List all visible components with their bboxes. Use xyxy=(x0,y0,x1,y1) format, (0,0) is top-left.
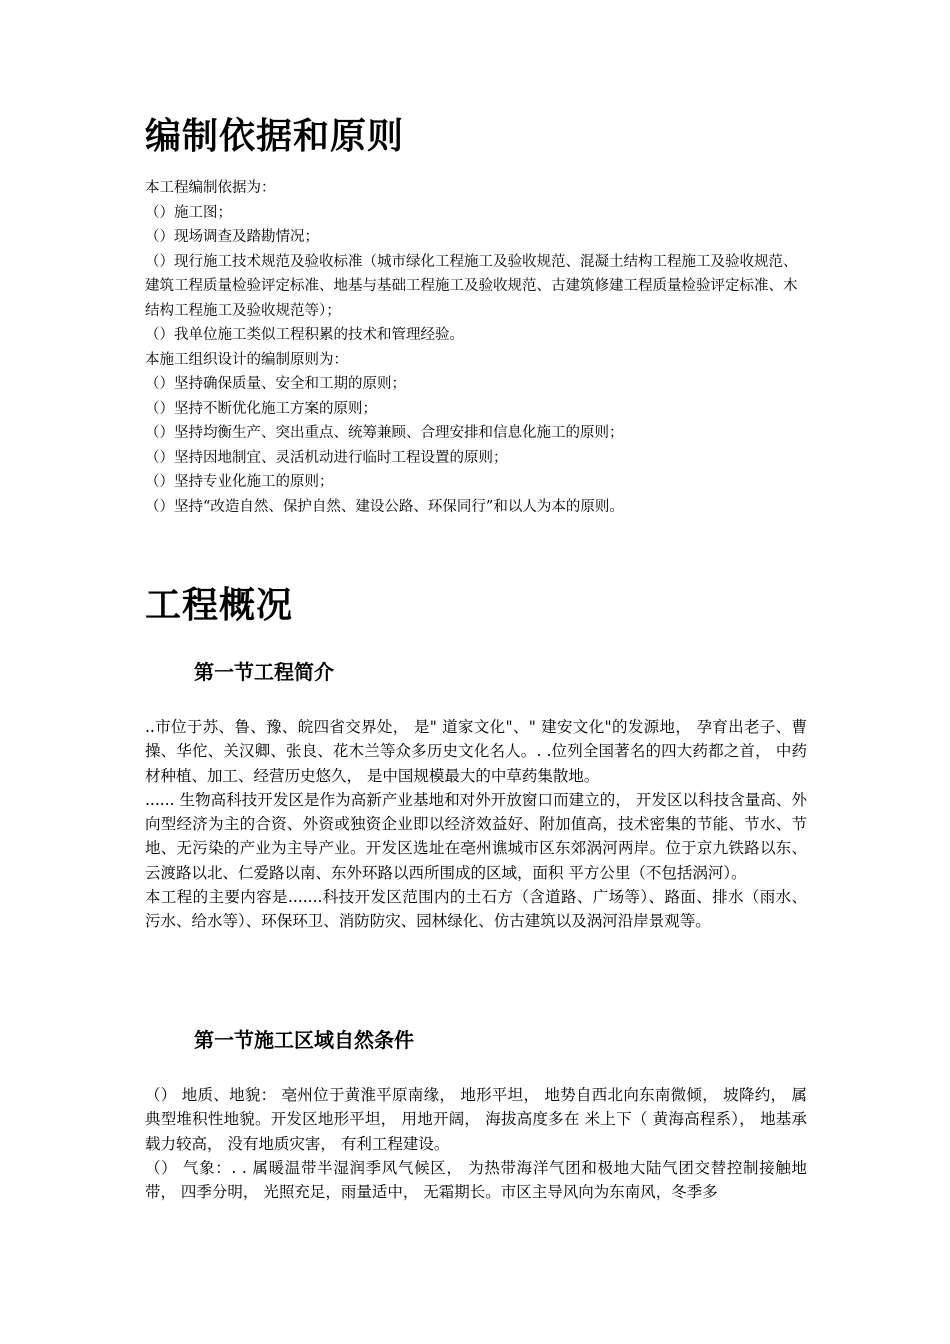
basis-line: （）坚持均衡生产、突出重点、统筹兼顾、合理安排和信息化施工的原则； xyxy=(145,425,624,441)
basis-line: （）坚持“改造自然、保护自然、建设公路、环保同行”和以人为本的原则。 xyxy=(145,498,624,515)
basis-line: （）坚持专业化施工的原则； xyxy=(145,474,334,490)
subsection-title-natural-conditions: 第一节施工区域自然条件 xyxy=(194,1028,414,1052)
paragraph: ..市位于苏、鲁、豫、皖四省交界处， 是" 道家文化"、" 建安文化"的发源地， 孕育出老子、曹操、华佗、关汉卿、张良、花木兰等众多历史文化名人。. .位列全国著名的四大药都之首， 中药材种植、加工、经营历史悠久， 是中国规模最大的中草药集散地。 xyxy=(145,718,807,785)
basis-line: （）坚持不断优化施工方案的原则； xyxy=(145,400,377,417)
section-title-overview: 工程概况 xyxy=(145,585,294,626)
basis-line: （）现场调查及踏勘情况； xyxy=(145,229,319,245)
basis-line: 本工程编制依据为： xyxy=(145,180,276,196)
paragraph: （） 气象：. . 属暖温带半湿润季风气候区， 为热带海洋气团和极地大陆气团交替控制接触地带， 四季分明， 光照充足，雨量适中， 无霜期长。市区主导风向为东南风，冬季多 xyxy=(145,1158,807,1202)
section-title-basis: 编制依据和原则 xyxy=(145,116,405,157)
basis-line: （）现行施工技术规范及验收标准（城市绿化工程施工及验收规范、混凝土结构工程施工及验收规范、建筑工程质量检验评定标准、地基与基础工程施工及验收规范、古建筑修建工程质量检验评定标准、木结构工程施工及验收规范等）； xyxy=(145,253,798,319)
paragraph: ...... 生物高科技开发区是作为高新产业基地和对外开放窗口而建立的， 开发区以科技含量高、外向型经济为主的合资、外资或独资企业即以经济效益好、附加值高，技术密集的节能、节水、节地、无污染的产业为主导产业。开发区选址在亳州谯城市区东郊涡河两岸。位于京九铁路以东、云渡路以北、仁爱路以南、东外环路以西所围成的区域，面积 平方公里（不包括涡河）。 xyxy=(145,790,807,882)
basis-list xyxy=(145,176,807,519)
intro-body xyxy=(145,715,807,934)
basis-line: （）坚持因地制宜、灵活机动进行临时工程设置的原则； xyxy=(145,449,508,466)
basis-line: （）我单位施工类似工程积累的技术和管理经验。 xyxy=(145,327,464,343)
paragraph: （） 地质、地貌： 亳州位于黄淮平原南缘， 地形平坦， 地势自西北向东南微倾， 坡降约， 属典型堆积性地貌。开发区地形平坦， 用地开阔， 海拔高度多在 米上下（ 黄海高程系）， 地基承载力较高， 没有地质灾害， 有利工程建设。 xyxy=(145,1086,807,1153)
basis-line: 本施工组织设计的编制原则为： xyxy=(145,351,348,368)
paragraph: 本工程的主要内容是.......科技开发区范围内的土石方（含道路、广场等）、路面、排水（雨水、污水、给水等）、环保环卫、消防防灾、园林绿化、仿古建筑以及涡河沿岸景观等。 xyxy=(145,888,807,931)
subsection-title-intro: 第一节工程简介 xyxy=(194,660,334,684)
natural-conditions-body xyxy=(145,1083,807,1204)
basis-line: （）施工图； xyxy=(145,204,232,221)
basis-line: （）坚持确保质量、安全和工期的原则； xyxy=(145,376,406,392)
